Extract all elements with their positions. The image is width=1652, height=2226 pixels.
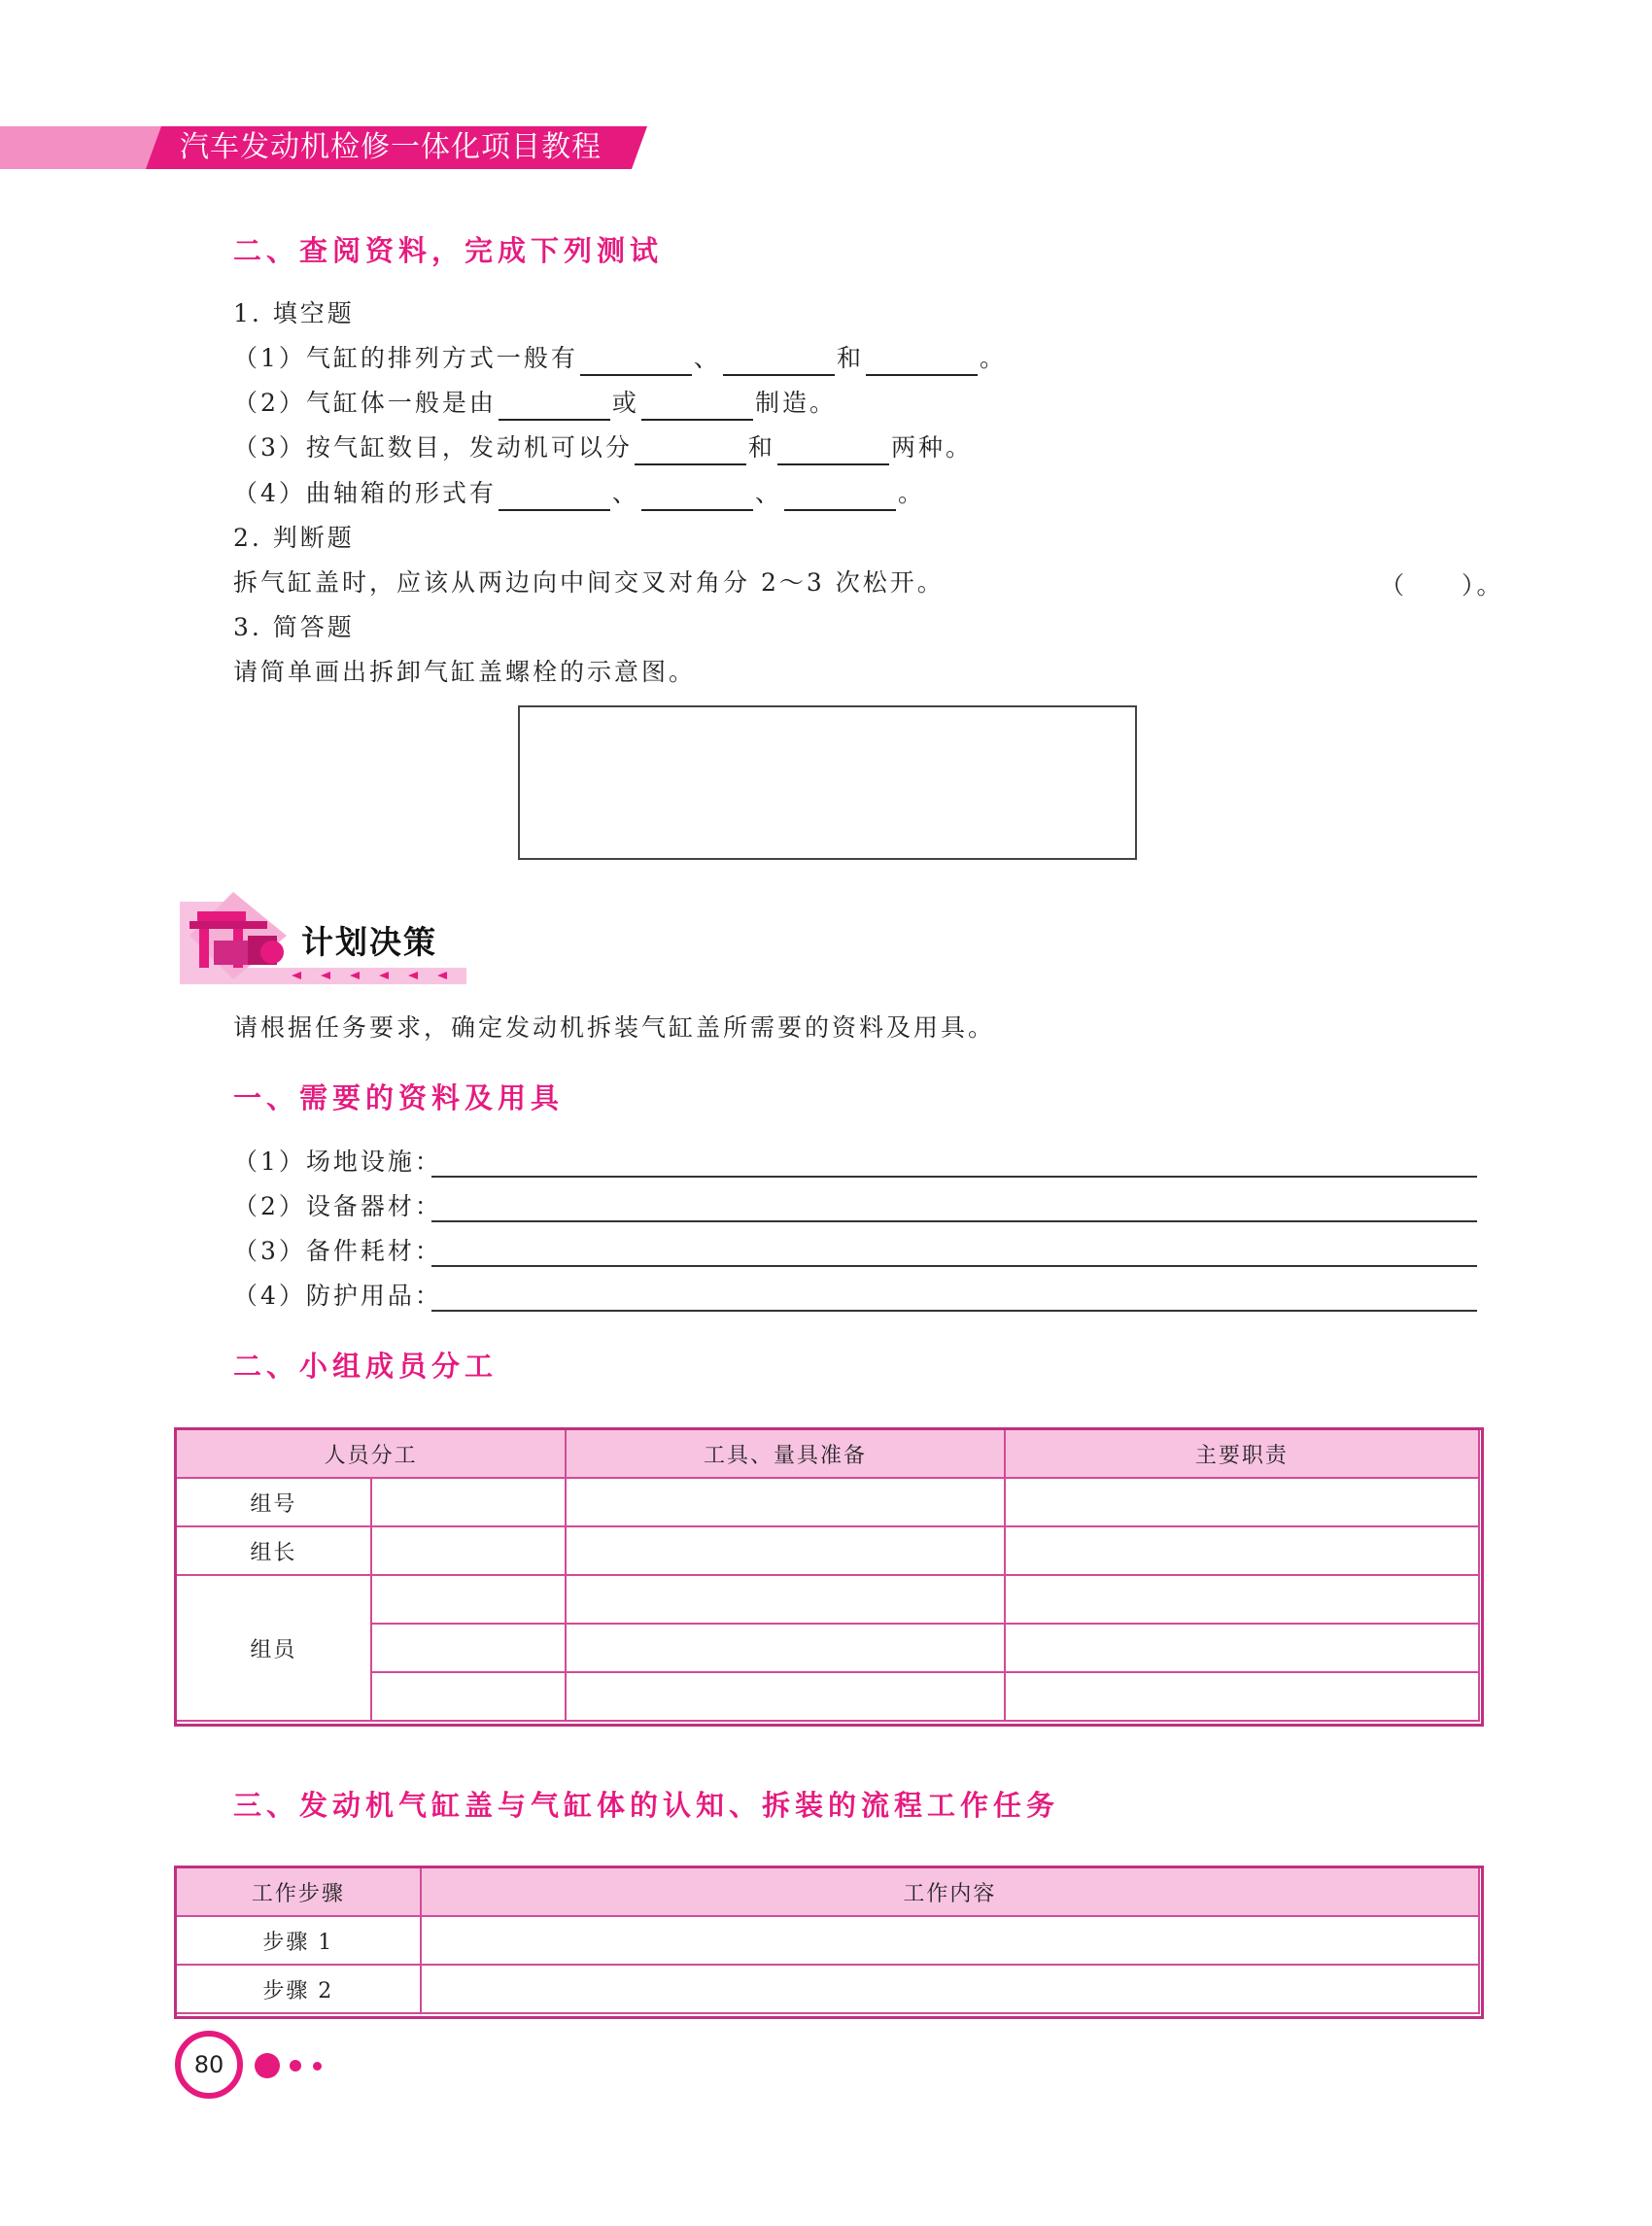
- separator: 或: [611, 389, 639, 417]
- drawing-box[interactable]: [518, 705, 1137, 860]
- question-1-text: （1）气缸的排列方式一般有: [233, 344, 578, 372]
- header-cell: 人员分工: [176, 1429, 566, 1478]
- page-number: 80: [175, 2031, 243, 2099]
- separator: 、: [693, 344, 721, 372]
- punctuation: 两种。: [890, 433, 973, 462]
- answer-blank[interactable]: [580, 347, 692, 376]
- answer-line[interactable]: [431, 1265, 1477, 1267]
- answer-line[interactable]: [431, 1310, 1477, 1312]
- material-item: （1）场地设施：: [233, 1147, 442, 1176]
- answer-blank[interactable]: [499, 392, 610, 421]
- question-3: [233, 430, 973, 465]
- answer-line[interactable]: [431, 1220, 1477, 1222]
- separator: 和: [836, 344, 864, 372]
- table-cell[interactable]: [371, 1478, 567, 1526]
- table-cell[interactable]: [1005, 1478, 1479, 1526]
- question-2: [233, 386, 837, 421]
- section-heading-materials: 一、需要的资料及用具: [233, 1081, 565, 1114]
- table-cell[interactable]: [371, 1575, 567, 1624]
- answer-blank[interactable]: [866, 347, 978, 376]
- separator: 、: [611, 479, 639, 507]
- table-cell[interactable]: [1005, 1575, 1479, 1624]
- judge-title: 2. 判断题: [233, 524, 355, 552]
- row-label-members: 组员: [176, 1575, 371, 1721]
- table-cell[interactable]: [371, 1526, 567, 1575]
- section-heading-review: 二、查阅资料，完成下列测试: [233, 234, 664, 267]
- answer-blank[interactable]: [784, 482, 896, 511]
- footer-dot-small: [313, 2062, 322, 2071]
- fill-blank-title: 1. 填空题: [233, 299, 355, 327]
- step-label: 步骤 2: [176, 1965, 421, 2013]
- footer-dot-large: [255, 2053, 280, 2078]
- punctuation: 。: [897, 479, 925, 507]
- header-cell: 工作步骤: [176, 1867, 421, 1916]
- material-item: （2）设备器材：: [233, 1192, 442, 1220]
- table-cell[interactable]: [371, 1624, 567, 1672]
- question-4-text: （4）曲轴箱的形式有: [233, 479, 497, 507]
- answer-blank[interactable]: [641, 392, 753, 421]
- punctuation: 。: [979, 344, 1007, 372]
- answer-line[interactable]: [431, 1176, 1477, 1178]
- row-label-group: 组号: [176, 1478, 371, 1526]
- section-heading-workflow: 三、发动机气缸盖与气缸体的认知、拆装的流程工作任务: [233, 1789, 1060, 1822]
- question-3-text: （3）按气缸数目，发动机可以分: [233, 433, 633, 462]
- answer-blank[interactable]: [635, 436, 746, 465]
- header-cell: 工具、量具准备: [566, 1429, 1004, 1478]
- answer-blank[interactable]: [777, 436, 889, 465]
- question-2-text: （2）气缸体一般是由: [233, 389, 497, 417]
- answer-blank[interactable]: [641, 482, 753, 511]
- material-item: （4）防护用品：: [233, 1282, 442, 1310]
- material-item: （3）备件耗材：: [233, 1237, 442, 1265]
- table-cell[interactable]: [421, 1965, 1479, 2013]
- header-cell: 主要职责: [1005, 1429, 1479, 1478]
- answer-blank[interactable]: [723, 347, 835, 376]
- separator: 、: [754, 479, 782, 507]
- step-label: 步骤 1: [176, 1916, 421, 1965]
- table-cell[interactable]: [421, 1916, 1479, 1965]
- table-cell[interactable]: [566, 1624, 1004, 1672]
- table-cell[interactable]: [1005, 1624, 1479, 1672]
- judge-question: 拆气缸盖时，应该从两边向中间交叉对角分 2～3 次松开。: [233, 568, 945, 597]
- table-cell[interactable]: [1005, 1526, 1479, 1575]
- plan-intro: 请根据任务要求，确定发动机拆装气缸盖所需要的资料及用具。: [233, 1013, 996, 1042]
- table-cell[interactable]: [1005, 1672, 1479, 1721]
- judge-answer-paren[interactable]: （ ）。: [1380, 571, 1504, 599]
- table-cell[interactable]: [566, 1672, 1004, 1721]
- punctuation: 制造。: [754, 389, 837, 417]
- table-cell[interactable]: [371, 1672, 567, 1721]
- short-answer-title: 3. 简答题: [233, 613, 355, 641]
- short-answer-question: 请简单画出拆卸气缸盖螺栓的示意图。: [233, 658, 697, 686]
- steps-table: [175, 1866, 1480, 2014]
- separator: 和: [747, 433, 775, 462]
- section-heading-team: 二、小组成员分工: [233, 1350, 499, 1383]
- team-table: [175, 1428, 1480, 1722]
- answer-blank[interactable]: [499, 482, 610, 511]
- question-1: [233, 341, 1007, 376]
- table-cell[interactable]: [566, 1478, 1004, 1526]
- row-label-leader: 组长: [176, 1526, 371, 1575]
- book-title: 汽车发动机检修一体化项目教程: [180, 130, 602, 164]
- header-cell: 工作内容: [421, 1867, 1479, 1916]
- table-cell[interactable]: [566, 1526, 1004, 1575]
- table-cell[interactable]: [566, 1575, 1004, 1624]
- plan-badge-title: 计划决策: [301, 923, 437, 961]
- question-4: [233, 476, 925, 511]
- footer-dot-medium: [290, 2060, 301, 2072]
